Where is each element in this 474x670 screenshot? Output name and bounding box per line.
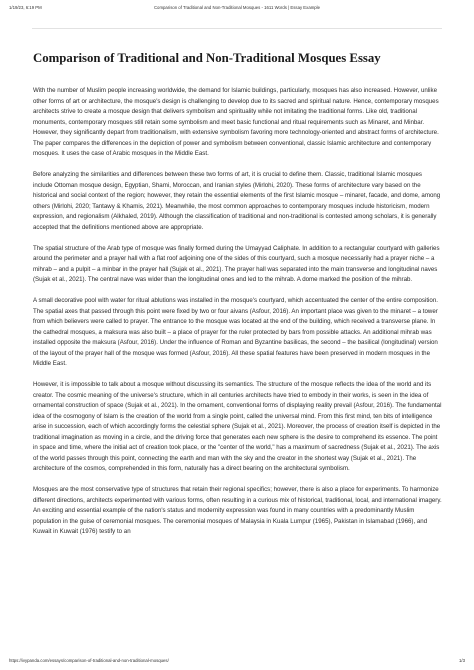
print-footer <box>9 658 465 666</box>
print-document-title: Comparison of Traditional and Non-Traditional Mosques - 1611 Words | Essay Example <box>153 5 321 10</box>
essay-paragraph: A small decorative pool with water for ritual ablutions was installed in the mosque's courtyard, which accentuated the center of the entire composition. The spatial axes that passed through this point were fixed by two or four aivans (Asfour, 2016). An important place was given to the minaret – a tower from which believers were called to prayer. The entrance to the mosque was located at the end of the building, which received a transverse plane. In the cathedral mosques, a maksura was also built – a place of prayer for the ruler protected by bars from possible attacks. An additional mihrab was installed opposite the maksura (Asfour, 2016). Under the influence of Roman and Byzantine basilicas, the second – the basilical (longitudinal) version of the layout of the prayer hall of the mosque was formed (Asfour, 2016). All these spatial features have been preserved in modern mosques in the Middle East. <box>33 297 438 367</box>
essay-paragraph: With the number of Muslim people increasing worldwide, the demand for Islamic buildings, particularly, mosques has also increased. However, unlike other forms of art or architecture, the mosque's design is challenging to develop due to its sacred and spiritual nature. Hence, contemporary mosques architects strive to create a mosque design that delivers symbolism and spirituality while not imitating the traditional forms. Like old, traditional monuments, contemporary mosques still retain some symbolism and meet basic functional and ritual requirements such as Minaret, and Minbar. However, they significantly depart from traditionalism, with extensive symbolism favoring more technology-oriented and abstract forms of architecture. The paper compares the differences in the depiction of power and symbolism between conventional, classic Islamic architecture and contemporary mosques. It uses the case of Arabic mosques in the Middle East. <box>33 87 439 157</box>
essay-paragraph: Mosques are the most conservative type of structures that retain their regional specifics; however, there is also a place for experiments. To harmonize different directions, architects experimented with various forms, often resulting in a curious mix of historical, traditional, local, and international imagery. An exciting and essential example of the nation's status and modernity expression was found in many countries with a predominantly Muslim population in the guise of ceremonial mosques. The ceremonial mosques of Malaysia in Kuala Lumpur (1965), Pakistan in Islamabad (1966), and Kuwait in Kuwait (1976) testify to an <box>33 486 442 535</box>
essay-body <box>33 86 443 548</box>
print-datetime: 1/19/23, 6:19 PM <box>9 5 42 10</box>
essay-paragraph: Before analyzing the similarities and differences between these two forms of art, it is crucial to define them. Classic, traditional Islamic mosques include Ottoman mosque design, Egyptian, Shami, Moroccan, and Iranian styles (Mirlohi, 2020). These forms of architecture vary based on the historical and social context of the region; however, they retain the essential elements of the first Islamic mosque – minaret, facade, and dome, among others (Mirlohi, 2020; Tantawy & Khamis, 2021). Meanwhile, the most common approaches to contemporary mosques include historicism, modern expression, and regionalism (Alkhaled, 2019). Although the classification of traditional and non-traditional is contested among scholars, it is generally accepted that the definitions mentioned above are appropriate. <box>33 171 441 231</box>
page-number: 1/3 <box>459 658 465 663</box>
print-header <box>9 5 465 13</box>
essay-paragraph: The spatial structure of the Arab type of mosque was finally formed during the Umayyad Caliphate. In addition to a rectangular courtyard with galleries around the perimeter and a prayer hall with a flat roof adjoining one of the sides of this courtyard, such a mosque necessarily had a prayer niche – a mihrab – and a pulpit – a minbar in the prayer hall (Sujak et al., 2021). The prayer hall was separated into the main transverse and longitudinal naves (Sujak et al., 2021). The central nave was wider than the longitudinal ones and led to the mihrab. A dome marked the position of the mihrab. <box>33 244 440 283</box>
source-url-link[interactable]: https://ivypanda.com/essays/comparison-of-traditional-and-non-traditional-mosques/ <box>9 658 169 663</box>
essay-title: Comparison of Traditional and Non-Traditional Mosques Essay <box>33 51 381 65</box>
essay-paragraph: However, it is impossible to talk about a mosque without discussing its semantics. The structure of the mosque reflects the idea of the world and its creator. The cosmic meaning of the universe's structure, which in all centuries architects have tried to embody in their works, is seen in the idea of ornamental construction of space (Sujak et al., 2021). In the ornament, conventional forms of displaying reality prevail (Asfour, 2016). The fundamental idea of the cosmogony of Islam is the creation of the world from a single point, called the universal mind. From this first mind, ten bits of intelligence arise in succession, each of which accordingly forms the celestial sphere (Sujak et al., 2021). Moreover, the process of creation itself is depicted in the traditional imagination as moving in a circle, and the driving force that generates each new sphere is the desire to comprehend its essence. The point in space and time, where the initial act of creation took place, or the "center of the world," has a maximum of sacredness (Sujak et al., 2021). The axis of the world passes through this point, connecting the earth and man with the sky and the creator in the shortest way (Sujak et al., 2021). The architecture of the cosmos, comprehended in this form, naturally has a direct bearing on the architectural symbolism. <box>33 381 442 472</box>
header-divider <box>32 28 442 29</box>
